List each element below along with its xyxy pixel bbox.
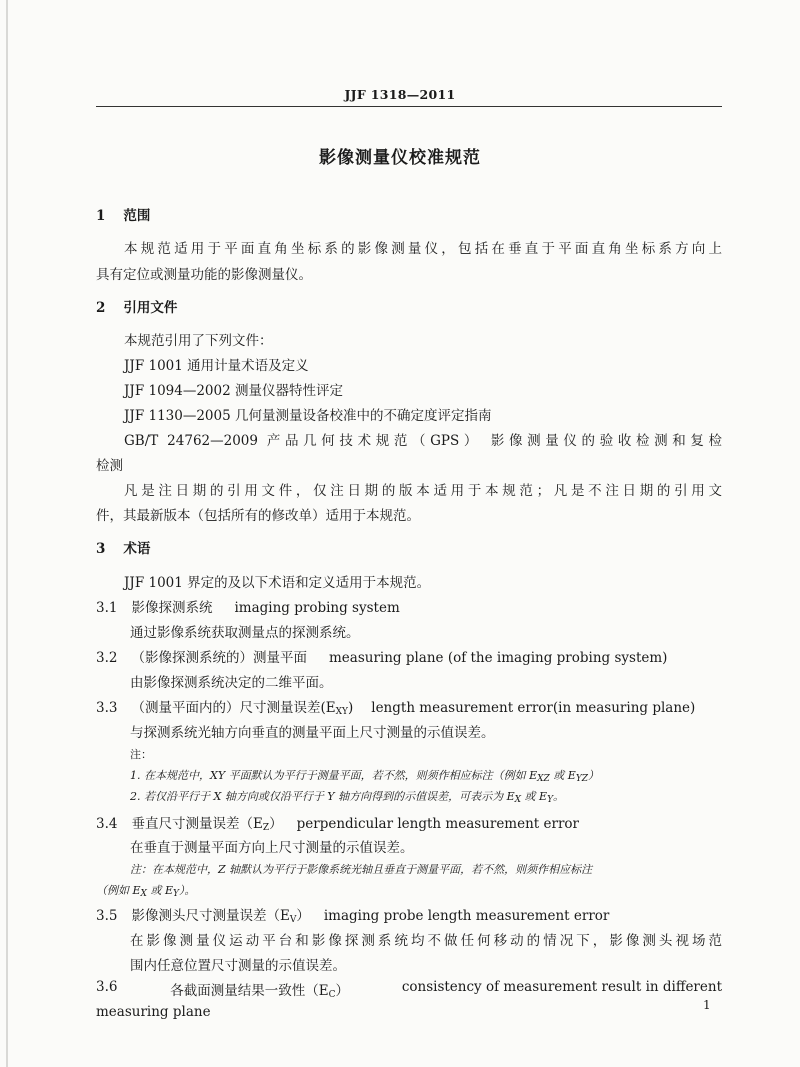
term-definition-line1: 在影像测量仪运动平台和影像探测系统均不做任何移动的情况下，影像测头视场范 bbox=[130, 933, 722, 949]
reference-item-cont: 检测 bbox=[96, 458, 123, 474]
term-en: imaging probing system bbox=[234, 600, 400, 616]
term-3-6 bbox=[96, 979, 722, 1000]
term-en: imaging probe length measurement error bbox=[323, 908, 610, 924]
note-text: 2. 若仅沿平行于 X 轴方向或仅沿平行于 Y 轴方向得到的示值误差，可表示为 E bbox=[130, 790, 515, 803]
note-text: ）。 bbox=[178, 884, 196, 897]
section-3-intro: JJF 1001 界定的及以下术语和定义适用于本规范。 bbox=[124, 575, 431, 591]
term-number: 3.3 bbox=[96, 700, 118, 716]
term-cn: 影像测头尺寸测量误差（E bbox=[131, 908, 290, 924]
note-line: 注：在本规范中，Z 轴默认为平行于影像系统光轴且垂直于测量平面，若不然，则须作相应标注 bbox=[130, 863, 593, 876]
note-line bbox=[96, 882, 195, 899]
term-en: measuring plane (of the imaging probing system) bbox=[328, 650, 668, 666]
section-1-para-line1: 本规范适用于平面直角坐标系的影像测量仪，包括在垂直于平面直角坐标系方向上 bbox=[124, 241, 722, 257]
term-definition: 由影像探测系统决定的二维平面。 bbox=[130, 675, 333, 691]
term-cn: （测量平面内的）尺寸测量误差(E bbox=[131, 700, 336, 716]
section-title: 范围 bbox=[123, 208, 151, 224]
running-header: JJF 1318—2011 bbox=[344, 87, 456, 102]
reference-item: JJF 1001 通用计量术语及定义 bbox=[124, 358, 309, 374]
term-number: 3.4 bbox=[96, 816, 118, 832]
header-rule bbox=[96, 106, 722, 107]
term-definition: 与探测系统光轴方向垂直的测量平面上尺寸测量的示值误差。 bbox=[130, 725, 495, 741]
symbol-subscript: Y bbox=[547, 795, 554, 805]
term-cn-group bbox=[170, 979, 349, 1000]
term-en: length measurement error(in measuring plane) bbox=[371, 700, 696, 716]
term-3-1 bbox=[96, 596, 400, 616]
term-3-3 bbox=[96, 696, 695, 717]
term-definition: 通过影像系统获取测量点的探测系统。 bbox=[130, 625, 360, 641]
symbol-subscript: X bbox=[514, 795, 522, 805]
symbol-subscript: Z bbox=[262, 823, 270, 833]
term-number: 3.1 bbox=[96, 600, 118, 616]
term-3-5 bbox=[96, 904, 609, 925]
term-en-cont: measuring plane bbox=[96, 1004, 211, 1020]
note-text: 或 E bbox=[549, 769, 576, 782]
note-item bbox=[130, 767, 599, 784]
term-cn-tail: ） bbox=[269, 816, 283, 832]
term-cn-tail: ） bbox=[296, 908, 310, 924]
term-number: 3.2 bbox=[96, 650, 118, 666]
note-text: ） bbox=[588, 769, 600, 782]
section-number: 2 bbox=[96, 300, 106, 316]
section-number: 3 bbox=[96, 541, 106, 557]
section-1-para-line2: 具有定位或测量功能的影像测量仪。 bbox=[96, 267, 312, 283]
term-cn: （影像探测系统的）测量平面 bbox=[131, 650, 307, 666]
symbol-subscript: V bbox=[289, 915, 297, 925]
term-cn: 各截面测量结果一致性（E bbox=[170, 983, 329, 999]
section-3-heading bbox=[96, 537, 150, 557]
section-number: 1 bbox=[96, 208, 106, 224]
symbol-subscript: YZ bbox=[575, 774, 589, 784]
symbol-subscript: X bbox=[140, 889, 147, 899]
reference-item: JJF 1094—2002 测量仪器特性评定 bbox=[124, 383, 343, 399]
section-2-heading bbox=[96, 296, 177, 316]
term-cn: 影像探测系统 bbox=[131, 600, 213, 616]
symbol-subscript: XZ bbox=[537, 774, 550, 784]
term-number: 3.5 bbox=[96, 908, 118, 924]
term-cn-tail: ） bbox=[335, 983, 350, 999]
term-en: perpendicular length measurement error bbox=[296, 816, 579, 832]
term-definition-line2: 围内任意位置尺寸测量的示值误差。 bbox=[130, 958, 346, 974]
term-cn: 垂直尺寸测量误差（E bbox=[131, 816, 263, 832]
section-2-intro: 本规范引用了下列文件： bbox=[124, 333, 273, 349]
term-3-2 bbox=[96, 646, 667, 666]
reference-item: GB/T 24762—2009 产品几何技术规范（GPS） 影像测量仪的验收检测和复检 bbox=[124, 433, 722, 449]
note-text: 或 E bbox=[146, 884, 173, 897]
section-title: 术语 bbox=[123, 541, 151, 557]
note-text: 。 bbox=[553, 790, 565, 803]
symbol-subscript: Y bbox=[172, 889, 179, 899]
section-title: 引用文件 bbox=[123, 300, 178, 316]
reference-item: JJF 1130—2005 几何量测量设备校准中的不确定度评定指南 bbox=[124, 408, 492, 424]
section-2-para-line2: 件，其最新版本（包括所有的修改单）适用于本规范。 bbox=[96, 508, 420, 524]
page-number: 1 bbox=[703, 998, 711, 1012]
note-text: 或 E bbox=[521, 790, 548, 803]
term-number: 3.6 bbox=[96, 979, 118, 995]
term-en: consistency of measurement result in different bbox=[401, 979, 722, 995]
note-item bbox=[130, 788, 564, 805]
note-text: （例如 E bbox=[96, 884, 141, 897]
section-1-heading bbox=[96, 204, 150, 224]
symbol-subscript: XY bbox=[335, 707, 348, 717]
symbol-subscript: C bbox=[328, 990, 336, 1000]
section-2-para-line1: 凡是注日期的引用文件，仅注日期的版本适用于本规范；凡是不注日期的引用文 bbox=[124, 483, 722, 499]
term-3-4 bbox=[96, 812, 579, 833]
term-cn-tail: ) bbox=[347, 700, 354, 716]
document-title: 影像测量仪校准规范 bbox=[319, 148, 481, 168]
note-label: 注： bbox=[130, 748, 152, 761]
term-definition: 在垂直于测量平面方向上尺寸测量的示值误差。 bbox=[130, 840, 414, 856]
note-text: 1. 在本规范中，XY 平面默认为平行于测量平面，若不然，则须作相应标注（例如 E bbox=[130, 769, 538, 782]
